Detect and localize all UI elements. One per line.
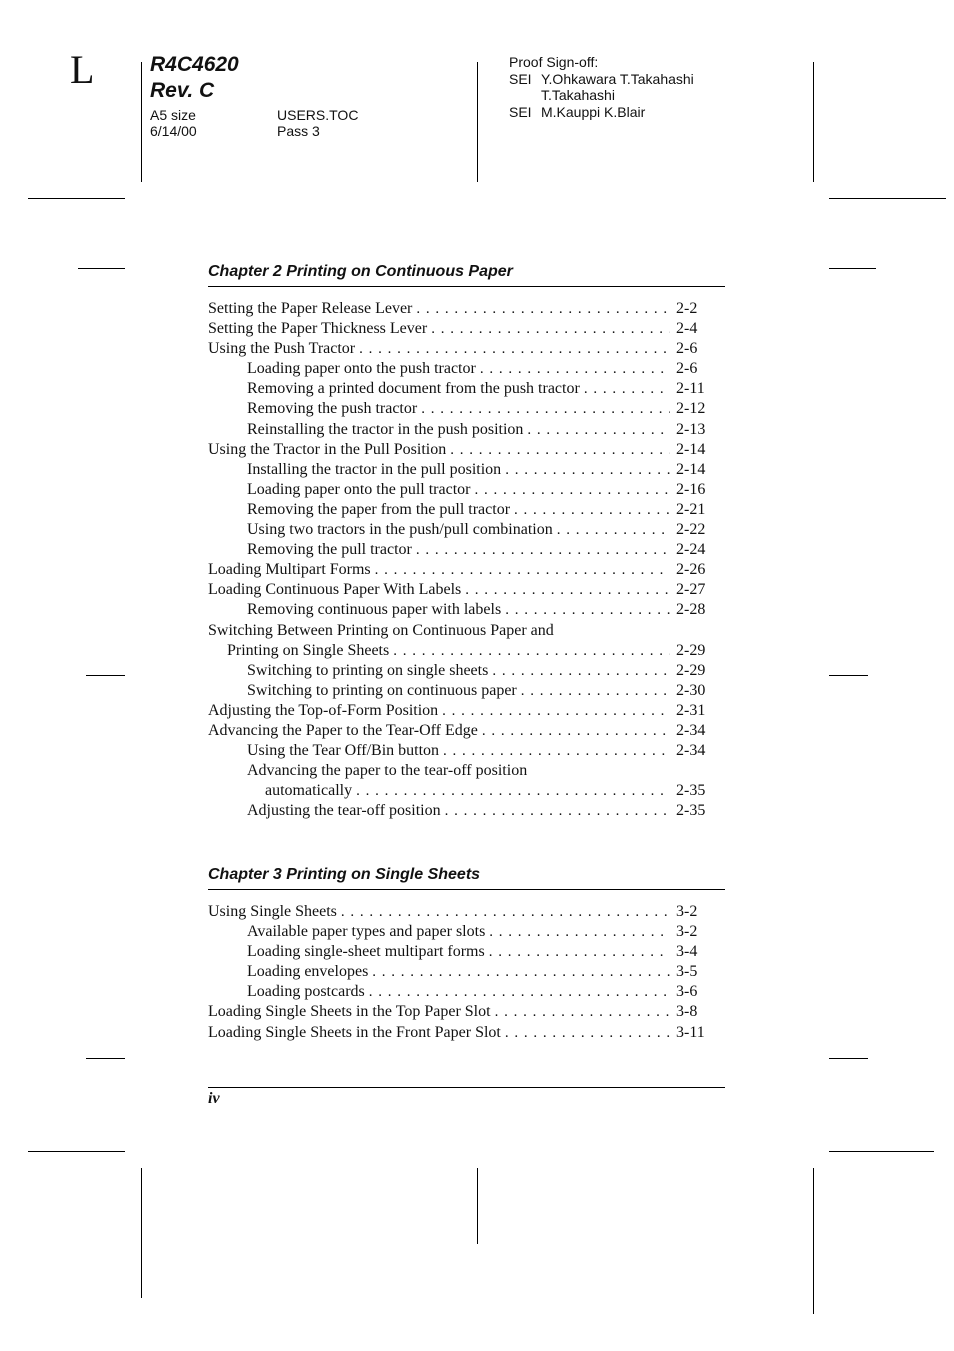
dot-leader <box>495 1002 670 1022</box>
toc-entry-title: Removing a printed document from the push tractor <box>247 380 580 398</box>
footer-rule <box>208 1087 725 1088</box>
crop-mark <box>813 62 814 182</box>
toc-entry[interactable] <box>208 399 708 419</box>
toc-entry-title: Setting the Paper Release Lever <box>208 300 413 317</box>
toc-entry-title: Advancing the paper to the tear-off position <box>247 762 528 780</box>
toc-entry-title: Loading Single Sheets in the Top Paper Slot <box>208 1003 491 1021</box>
toc-entry-page: 2-34 <box>676 742 706 760</box>
date-label: 6/14/00 <box>150 123 197 139</box>
toc-entry-title: Advancing the Paper to the Tear-Off Edge <box>208 721 478 739</box>
proof-names: T.Takahashi <box>541 87 615 103</box>
toc-entry-page: 2-14 <box>676 440 706 458</box>
toc-entry-title: Switching to printing on single sheets <box>247 661 489 679</box>
toc-entry-title: automatically <box>265 782 353 800</box>
toc-entry-title: Adjusting the Top-of-Form Position <box>208 701 439 719</box>
toc-entry-title: Removing the push tractor <box>247 400 418 418</box>
toc-entry-page: 2-29 <box>676 641 706 659</box>
toc-entry-page: 3-11 <box>676 1023 705 1041</box>
toc-entry-title: Using the Tear Off/Bin button <box>247 742 440 760</box>
dot-leader <box>442 701 670 721</box>
crop-mark <box>78 268 125 269</box>
toc-entry-page: 2-34 <box>676 721 706 739</box>
toc-entry[interactable] <box>208 962 708 982</box>
toc-entry-page: 3-6 <box>676 983 698 1001</box>
proof-row <box>509 71 694 88</box>
toc-entry-title: Available paper types and paper slots <box>247 923 486 941</box>
toc-entry-page: 2-13 <box>676 420 706 438</box>
toc-entry[interactable] <box>208 942 708 962</box>
dot-leader <box>375 560 670 580</box>
toc-entry[interactable] <box>208 420 708 440</box>
toc-entry-page: 2-2 <box>676 300 698 317</box>
toc-entry[interactable] <box>208 982 708 1002</box>
proof-org: SEI <box>509 103 532 120</box>
chapter-2-heading: Chapter 2 Printing on Continuous Paper <box>208 263 513 280</box>
dot-leader <box>521 681 670 701</box>
toc-entry-page: 3-2 <box>676 923 698 941</box>
crop-mark <box>829 1058 868 1059</box>
toc-entry[interactable] <box>208 339 708 359</box>
crop-mark <box>829 1151 934 1152</box>
dot-leader <box>431 319 670 339</box>
crop-mark <box>28 198 125 199</box>
toc-entry-page: 2-22 <box>676 521 706 539</box>
toc-entry[interactable] <box>208 600 708 620</box>
dot-leader <box>584 379 670 399</box>
dot-leader <box>443 741 670 761</box>
toc-entry-title: Reinstalling the tractor in the push position <box>247 420 524 438</box>
toc-entry-title: Removing the pull tractor <box>247 541 412 559</box>
toc-entry-page: 2-6 <box>676 360 698 378</box>
proof-names: Y.Ohkawara T.Takahashi <box>541 70 694 87</box>
toc-entry[interactable] <box>208 902 708 922</box>
dot-leader <box>505 1023 670 1043</box>
toc-entry[interactable] <box>208 661 708 681</box>
toc-entry[interactable] <box>208 580 708 600</box>
crop-mark <box>477 1168 478 1244</box>
toc-entry[interactable] <box>208 1002 708 1022</box>
toc-entry[interactable] <box>208 741 708 761</box>
dot-leader <box>489 922 670 942</box>
dot-leader <box>393 641 670 661</box>
toc-entry-page: 2-24 <box>676 541 706 559</box>
chapter-3-toc <box>208 902 708 1043</box>
crop-mark <box>141 62 142 182</box>
toc-entry-title: Loading paper onto the pull tractor <box>247 480 471 498</box>
dot-leader <box>482 721 670 741</box>
toc-entry-page: 3-8 <box>676 1003 698 1021</box>
toc-entry-page: 2-35 <box>676 802 706 820</box>
toc-entry[interactable] <box>208 520 708 540</box>
chapter-rule <box>208 286 725 287</box>
chapter-3-heading: Chapter 3 Printing on Single Sheets <box>208 866 481 883</box>
crop-mark <box>141 1168 142 1298</box>
dot-leader <box>489 942 670 962</box>
toc-entry-page: 2-35 <box>676 782 706 800</box>
dot-leader <box>372 962 670 982</box>
dot-leader <box>505 460 670 480</box>
toc-entry-page: 2-6 <box>676 340 698 358</box>
toc-entry[interactable] <box>208 480 708 500</box>
toc-entry-page: 2-11 <box>676 380 705 398</box>
dot-leader <box>416 540 670 560</box>
dot-leader <box>416 299 670 319</box>
pass-label: Pass 3 <box>277 123 320 139</box>
toc-entry-title: Switching to printing on continuous paper <box>247 681 517 699</box>
doc-code-block <box>150 52 239 104</box>
toc-entry-title: Loading Single Sheets in the Front Paper Slot <box>208 1023 501 1041</box>
toc-entry[interactable] <box>208 440 708 460</box>
toc-entry[interactable] <box>208 721 708 741</box>
dot-leader <box>492 661 670 681</box>
toc-entry-title: Loading single-sheet multipart forms <box>247 943 485 961</box>
crop-mark <box>813 1168 814 1314</box>
crop-mark <box>829 198 946 199</box>
dot-leader <box>359 339 670 359</box>
toc-entry-page: 2-4 <box>676 320 698 338</box>
toc-entry[interactable] <box>208 681 708 701</box>
toc-entry-page: 2-30 <box>676 681 706 699</box>
toc-entry[interactable] <box>208 621 708 641</box>
toc-entry-page: 2-31 <box>676 701 706 719</box>
dot-leader <box>527 420 670 440</box>
chapter-2-toc <box>208 299 708 821</box>
toc-entry[interactable] <box>208 801 708 821</box>
toc-entry-title: Setting the Paper Thickness Lever <box>208 320 428 338</box>
toc-entry-title: Removing continuous paper with labels <box>247 601 502 619</box>
dot-leader <box>505 600 670 620</box>
doc-code: R4C4620 <box>150 53 239 76</box>
proof-names: M.Kauppi K.Blair <box>541 103 646 120</box>
toc-entry[interactable] <box>208 761 708 781</box>
proof-org: SEI <box>509 70 532 87</box>
toc-entry[interactable] <box>208 299 708 319</box>
toc-entry-page: 3-4 <box>676 943 698 961</box>
toc-entry[interactable] <box>208 781 708 801</box>
dot-leader <box>480 359 670 379</box>
toc-entry[interactable] <box>208 922 708 942</box>
toc-entry-page: 2-27 <box>676 581 706 599</box>
proof-row <box>509 104 694 121</box>
toc-entry-title: Loading Continuous Paper With Labels <box>208 581 462 599</box>
toc-entry-title: Loading paper onto the push tractor <box>247 360 476 378</box>
toc-entry[interactable] <box>208 319 708 339</box>
toc-entry[interactable] <box>208 460 708 480</box>
dot-leader <box>514 500 670 520</box>
toc-entry[interactable] <box>208 379 708 399</box>
crop-mark <box>829 268 876 269</box>
toc-entry-page: 2-16 <box>676 480 706 498</box>
dot-leader <box>465 580 670 600</box>
toc-entry-title: Removing the paper from the pull tractor <box>247 500 511 518</box>
toc-entry-page: 3-5 <box>676 963 698 981</box>
dot-leader <box>474 480 670 500</box>
proof-org <box>509 87 541 104</box>
toc-entry[interactable] <box>208 500 708 520</box>
file-label: USERS.TOC <box>277 107 359 123</box>
toc-entry-title: Installing the tractor in the pull position <box>247 460 502 478</box>
dot-leader <box>341 902 670 922</box>
toc-entry-page: 2-14 <box>676 460 706 478</box>
toc-entry-page: 2-12 <box>676 400 706 418</box>
crop-mark <box>28 1151 125 1152</box>
proof-title: Proof Sign-off: <box>509 54 599 70</box>
toc-entry-title: Using Single Sheets <box>208 903 337 920</box>
dot-leader <box>356 781 670 801</box>
toc-entry-title: Printing on Single Sheets <box>227 641 390 659</box>
toc-entry[interactable] <box>208 641 708 661</box>
crop-mark <box>829 675 868 676</box>
toc-entry-title: Loading envelopes <box>247 963 369 981</box>
size-label: A5 size <box>150 107 196 123</box>
toc-entry-title: Using the Tractor in the Pull Position <box>208 440 447 458</box>
toc-entry[interactable] <box>208 540 708 560</box>
revision: Rev. C <box>150 79 215 102</box>
toc-entry-page: 2-28 <box>676 601 706 619</box>
dot-leader <box>445 801 670 821</box>
toc-entry-title: Using two tractors in the push/pull combination <box>247 521 553 539</box>
dot-leader <box>421 399 670 419</box>
crop-mark <box>86 1058 125 1059</box>
toc-entry-page: 2-21 <box>676 500 706 518</box>
toc-entry-title: Adjusting the tear-off position <box>247 802 441 820</box>
toc-entry-title: Loading postcards <box>247 983 365 1001</box>
proof-signoff <box>509 54 694 120</box>
toc-entry-title: Switching Between Printing on Continuous Paper and <box>208 621 554 639</box>
crop-mark <box>477 62 478 182</box>
toc-entry-page: 3-2 <box>676 903 698 920</box>
chapter-rule <box>208 889 725 890</box>
dot-leader <box>557 520 670 540</box>
dot-leader <box>369 982 670 1002</box>
page-folio: iv <box>208 1090 220 1107</box>
toc-entry-title: Loading Multipart Forms <box>208 561 371 579</box>
toc-entry-title: Using the Push Tractor <box>208 340 356 358</box>
proof-row <box>509 87 694 104</box>
toc-entry[interactable] <box>208 1023 708 1043</box>
toc-entry[interactable] <box>208 560 708 580</box>
toc-entry[interactable] <box>208 359 708 379</box>
toc-entry-page: 2-29 <box>676 661 706 679</box>
toc-entry-page: 2-26 <box>676 561 706 579</box>
dot-leader <box>450 440 670 460</box>
crop-mark <box>86 675 125 676</box>
side-letter: L <box>70 47 95 92</box>
toc-entry[interactable] <box>208 701 708 721</box>
